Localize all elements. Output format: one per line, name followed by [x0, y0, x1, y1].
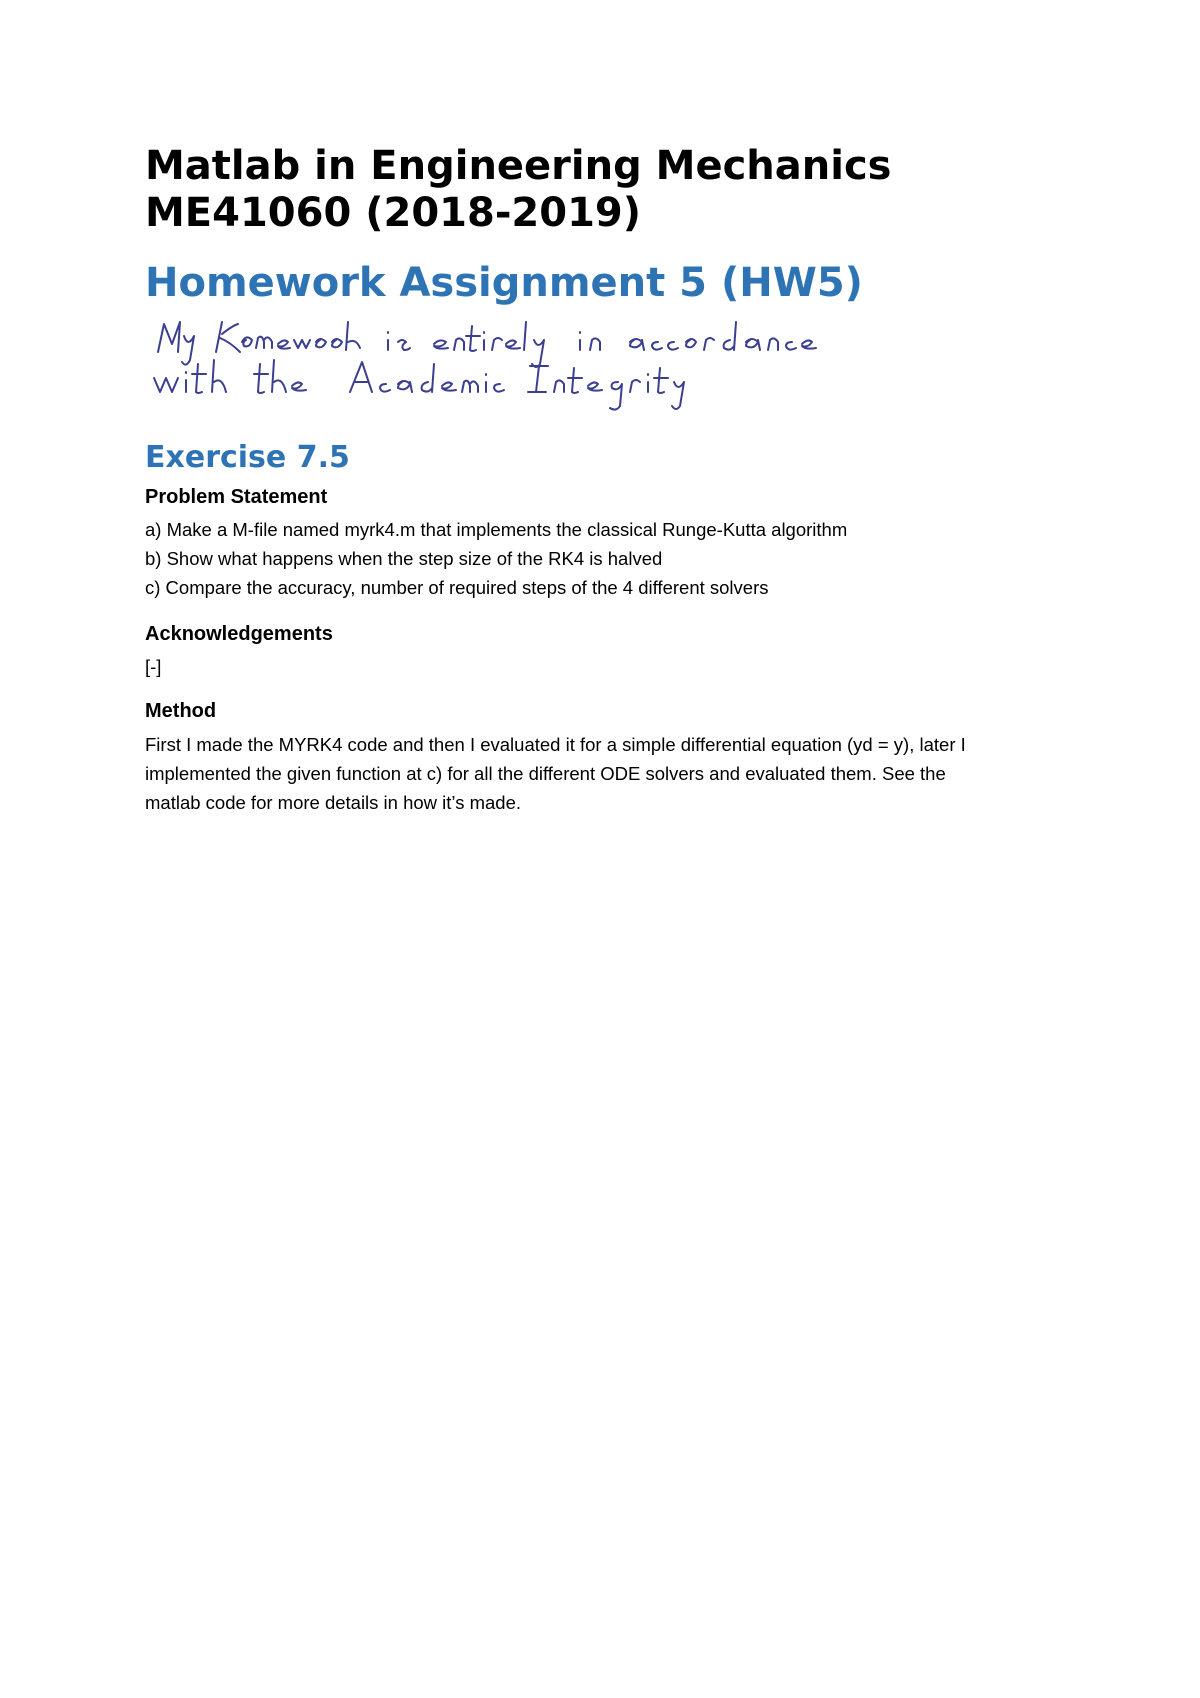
method-heading: Method: [145, 700, 217, 722]
handwritten-integrity-statement: [150, 312, 850, 422]
acknowledgements-heading: Acknowledgements: [145, 623, 333, 645]
handwriting-image: [150, 312, 850, 422]
problem-statement-item-a: a) Make a M-file named myrk4.m that implements the classical Runge-Kutta algorithm: [145, 519, 848, 540]
acknowledgements-text: [-]: [145, 656, 162, 677]
problem-statement-heading: Problem Statement: [145, 486, 328, 508]
exercise-heading: Exercise 7.5: [145, 440, 350, 475]
assignment-heading: Homework Assignment 5 (HW5): [145, 260, 863, 306]
method-line-3: matlab code for more details in how it’s made.: [145, 792, 522, 813]
method-line-2: implemented the given function at c) for all the different ODE solvers and evaluated them. See the: [145, 763, 946, 784]
document-title-line-2: ME41060 (2018-2019): [145, 190, 642, 236]
problem-statement-item-b: b) Show what happens when the step size of the RK4 is halved: [145, 548, 663, 569]
method-line-1: First I made the MYRK4 code and then I evaluated it for a simple differential equation (yd = y), later I: [145, 734, 966, 755]
document-title-line-1: Matlab in Engineering Mechanics: [145, 143, 892, 189]
problem-statement-item-c: c) Compare the accuracy, number of required steps of the 4 different solvers: [145, 577, 769, 598]
